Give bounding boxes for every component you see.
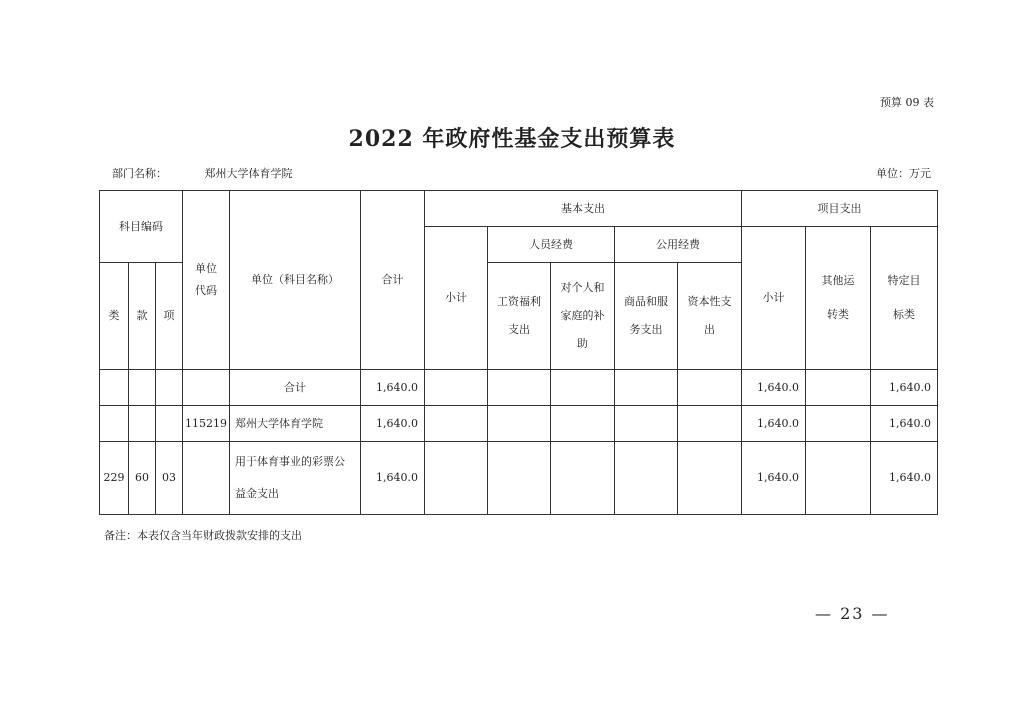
header-unit-code: 单位代码 <box>183 191 230 370</box>
cell-project-subtotal: 1,640.0 <box>742 442 806 515</box>
page-number: — 23 — <box>815 604 890 623</box>
department-name: 郑州大学体育学院 <box>204 167 293 180</box>
department-label: 部门名称： <box>112 167 167 180</box>
header-unit-name: 单位（科目名称） <box>230 191 361 370</box>
cell-lei <box>100 406 129 442</box>
cell-project-subtotal: 1,640.0 <box>742 406 806 442</box>
cell-kuan: 60 <box>129 442 156 515</box>
cell-goods <box>615 442 678 515</box>
header-specific-goal: 特定目标类 <box>871 227 938 370</box>
cell-capital <box>678 370 742 406</box>
department-line <box>112 165 293 181</box>
header-project-expense: 项目支出 <box>742 191 938 227</box>
header-kuan: 款 <box>129 263 156 370</box>
cell-xiang <box>156 370 183 406</box>
cell-salary <box>488 406 551 442</box>
table-row <box>100 370 938 406</box>
cell-basic-subtotal <box>425 370 488 406</box>
budget-table <box>99 190 938 515</box>
header-personnel: 人员经费 <box>488 227 615 263</box>
cell-salary <box>488 442 551 515</box>
cell-lei: 229 <box>100 442 129 515</box>
header-other-transfer: 其他运转类 <box>806 227 871 370</box>
header-subject-code: 科目编码 <box>100 191 183 263</box>
cell-goods <box>615 370 678 406</box>
cell-subsidy <box>551 370 615 406</box>
cell-subsidy <box>551 442 615 515</box>
header-subsidy: 对个人和家庭的补助 <box>551 263 615 370</box>
cell-unit-code <box>183 370 230 406</box>
header-basic-expense: 基本支出 <box>425 191 742 227</box>
cell-salary <box>488 370 551 406</box>
header-row-1 <box>100 191 938 227</box>
header-xiang: 项 <box>156 263 183 370</box>
cell-basic-subtotal <box>425 442 488 515</box>
cell-xiang <box>156 406 183 442</box>
table-row <box>100 442 938 515</box>
cell-name: 郑州大学体育学院 <box>230 406 361 442</box>
cell-name: 合计 <box>230 370 361 406</box>
cell-unit-code <box>183 442 230 515</box>
cell-project-subtotal: 1,640.0 <box>742 370 806 406</box>
cell-unit-code: 115219 <box>183 406 230 442</box>
table-row <box>100 406 938 442</box>
header-public: 公用经费 <box>615 227 742 263</box>
cell-total: 1,640.0 <box>361 442 425 515</box>
cell-xiang: 03 <box>156 442 183 515</box>
cell-name: 用于体育事业的彩票公益金支出 <box>230 442 361 515</box>
cell-subsidy <box>551 406 615 442</box>
header-goods-services: 商品和服务支出 <box>615 263 678 370</box>
page-title: 2022 年政府性基金支出预算表 <box>348 126 676 152</box>
cell-total: 1,640.0 <box>361 406 425 442</box>
unit-label: 单位：万元 <box>876 167 931 180</box>
cell-other-transfer <box>806 442 871 515</box>
cell-specific-goal: 1,640.0 <box>871 370 938 406</box>
form-number: 预算 09 表 <box>880 96 934 109</box>
header-capital: 资本性支出 <box>678 263 742 370</box>
cell-capital <box>678 406 742 442</box>
header-salary: 工资福利支出 <box>488 263 551 370</box>
cell-specific-goal: 1,640.0 <box>871 442 938 515</box>
cell-kuan <box>129 370 156 406</box>
cell-specific-goal: 1,640.0 <box>871 406 938 442</box>
cell-other-transfer <box>806 406 871 442</box>
footnote: 备注：本表仅含当年财政拨款安排的支出 <box>104 529 302 542</box>
cell-capital <box>678 442 742 515</box>
header-lei: 类 <box>100 263 129 370</box>
header-total: 合计 <box>361 191 425 370</box>
cell-other-transfer <box>806 370 871 406</box>
cell-goods <box>615 406 678 442</box>
cell-kuan <box>129 406 156 442</box>
cell-lei <box>100 370 129 406</box>
header-basic-subtotal: 小计 <box>425 227 488 370</box>
cell-basic-subtotal <box>425 406 488 442</box>
cell-total: 1,640.0 <box>361 370 425 406</box>
header-project-subtotal: 小计 <box>742 227 806 370</box>
